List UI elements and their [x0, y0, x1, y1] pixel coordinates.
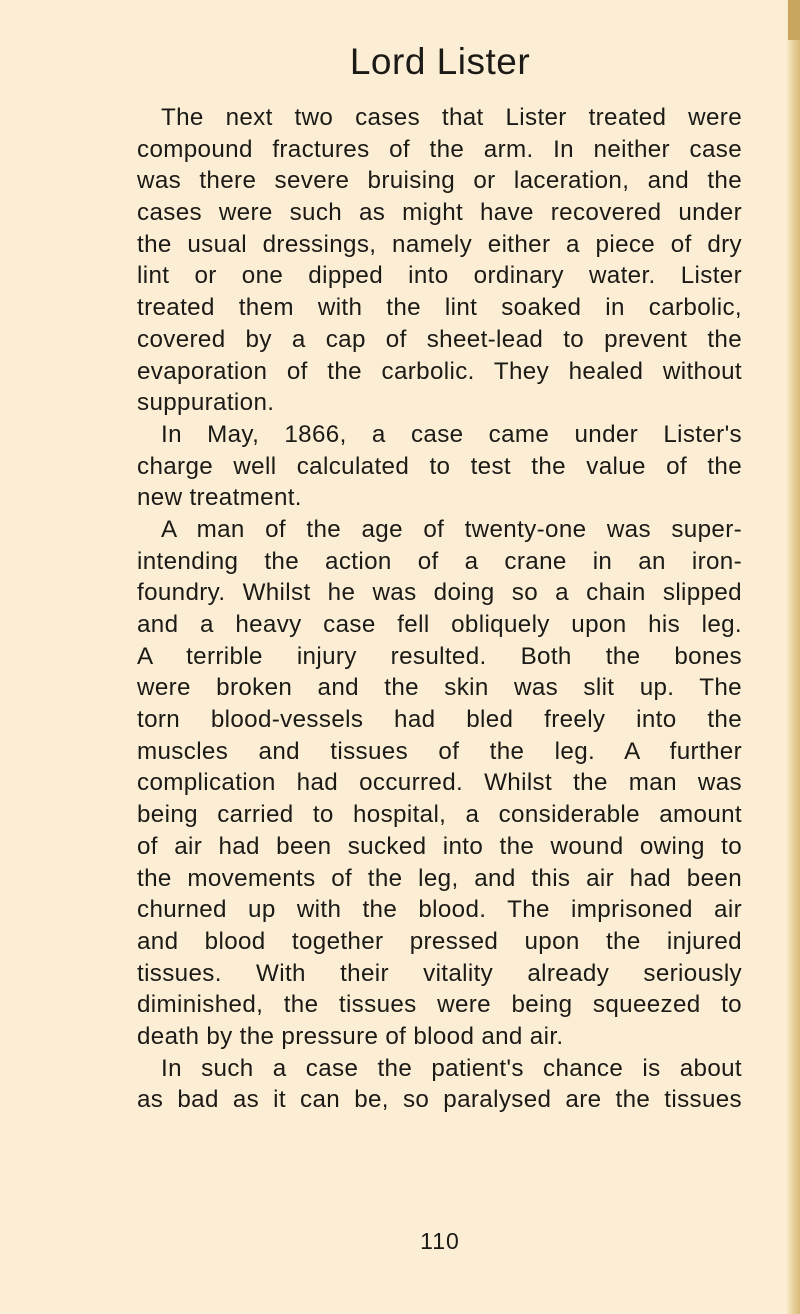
- text-line: torn blood-vessels had bled freely into the: [137, 706, 742, 734]
- page-edge-shadow: [786, 0, 800, 1314]
- text-line: the usual dressings, namely either a piece of dry: [137, 230, 742, 258]
- text-line: and blood together pressed upon the injured: [137, 927, 742, 955]
- text-line: as bad as it can be, so paralysed are the tissues: [137, 1086, 742, 1114]
- page-corner-mark: [788, 0, 800, 40]
- text-line: diminished, the tissues were being squeezed to: [137, 991, 742, 1019]
- text-line: complication had occurred. Whilst the man was: [137, 769, 742, 797]
- text-line: tissues. With their vitality already seriously: [137, 959, 742, 987]
- body-text: [137, 102, 742, 1116]
- text-line: In such a case the patient's chance is about: [161, 1054, 742, 1082]
- text-line: treated them with the lint soaked in carbolic,: [137, 294, 742, 322]
- text-line: foundry. Whilst he was doing so a chain slipped: [137, 579, 742, 607]
- text-line: intending the action of a crane in an iron-: [137, 547, 742, 575]
- text-line: charge well calculated to test the value of the: [137, 452, 742, 480]
- text-line: muscles and tissues of the leg. A further: [137, 737, 742, 765]
- text-line: were broken and the skin was slit up. The: [137, 674, 742, 702]
- text-line: covered by a cap of sheet-lead to prevent the: [137, 325, 742, 353]
- text-line: the movements of the leg, and this air had been: [137, 864, 742, 892]
- text-line: In May, 1866, a case came under Lister's: [161, 420, 742, 448]
- text-line: being carried to hospital, a considerable amount: [137, 801, 742, 829]
- text-line: A man of the age of twenty-one was super-: [161, 515, 742, 543]
- text-line: and a heavy case fell obliquely upon his leg.: [137, 611, 742, 638]
- text-line: A terrible injury resulted. Both the bones: [137, 642, 742, 670]
- text-line: compound fractures of the arm. In neither case: [137, 135, 742, 163]
- text-line: The next two cases that Lister treated were: [161, 104, 742, 131]
- text-line: new treatment.: [137, 484, 302, 512]
- text-line: lint or one dipped into ordinary water. Lister: [137, 262, 742, 290]
- text-line: evaporation of the carbolic. They healed without: [137, 357, 742, 385]
- text-line: churned up with the blood. The imprisoned air: [137, 896, 742, 924]
- text-line: was there severe bruising or laceration, and the: [137, 167, 742, 195]
- text-line: cases were such as might have recovered under: [137, 199, 742, 227]
- page-number: 110: [420, 1228, 460, 1254]
- text-line: death by the pressure of blood and air.: [137, 1022, 564, 1050]
- text-line: of air had been sucked into the wound owing to: [137, 832, 742, 860]
- running-head: Lord Lister: [349, 41, 531, 82]
- text-line: suppuration.: [137, 389, 275, 417]
